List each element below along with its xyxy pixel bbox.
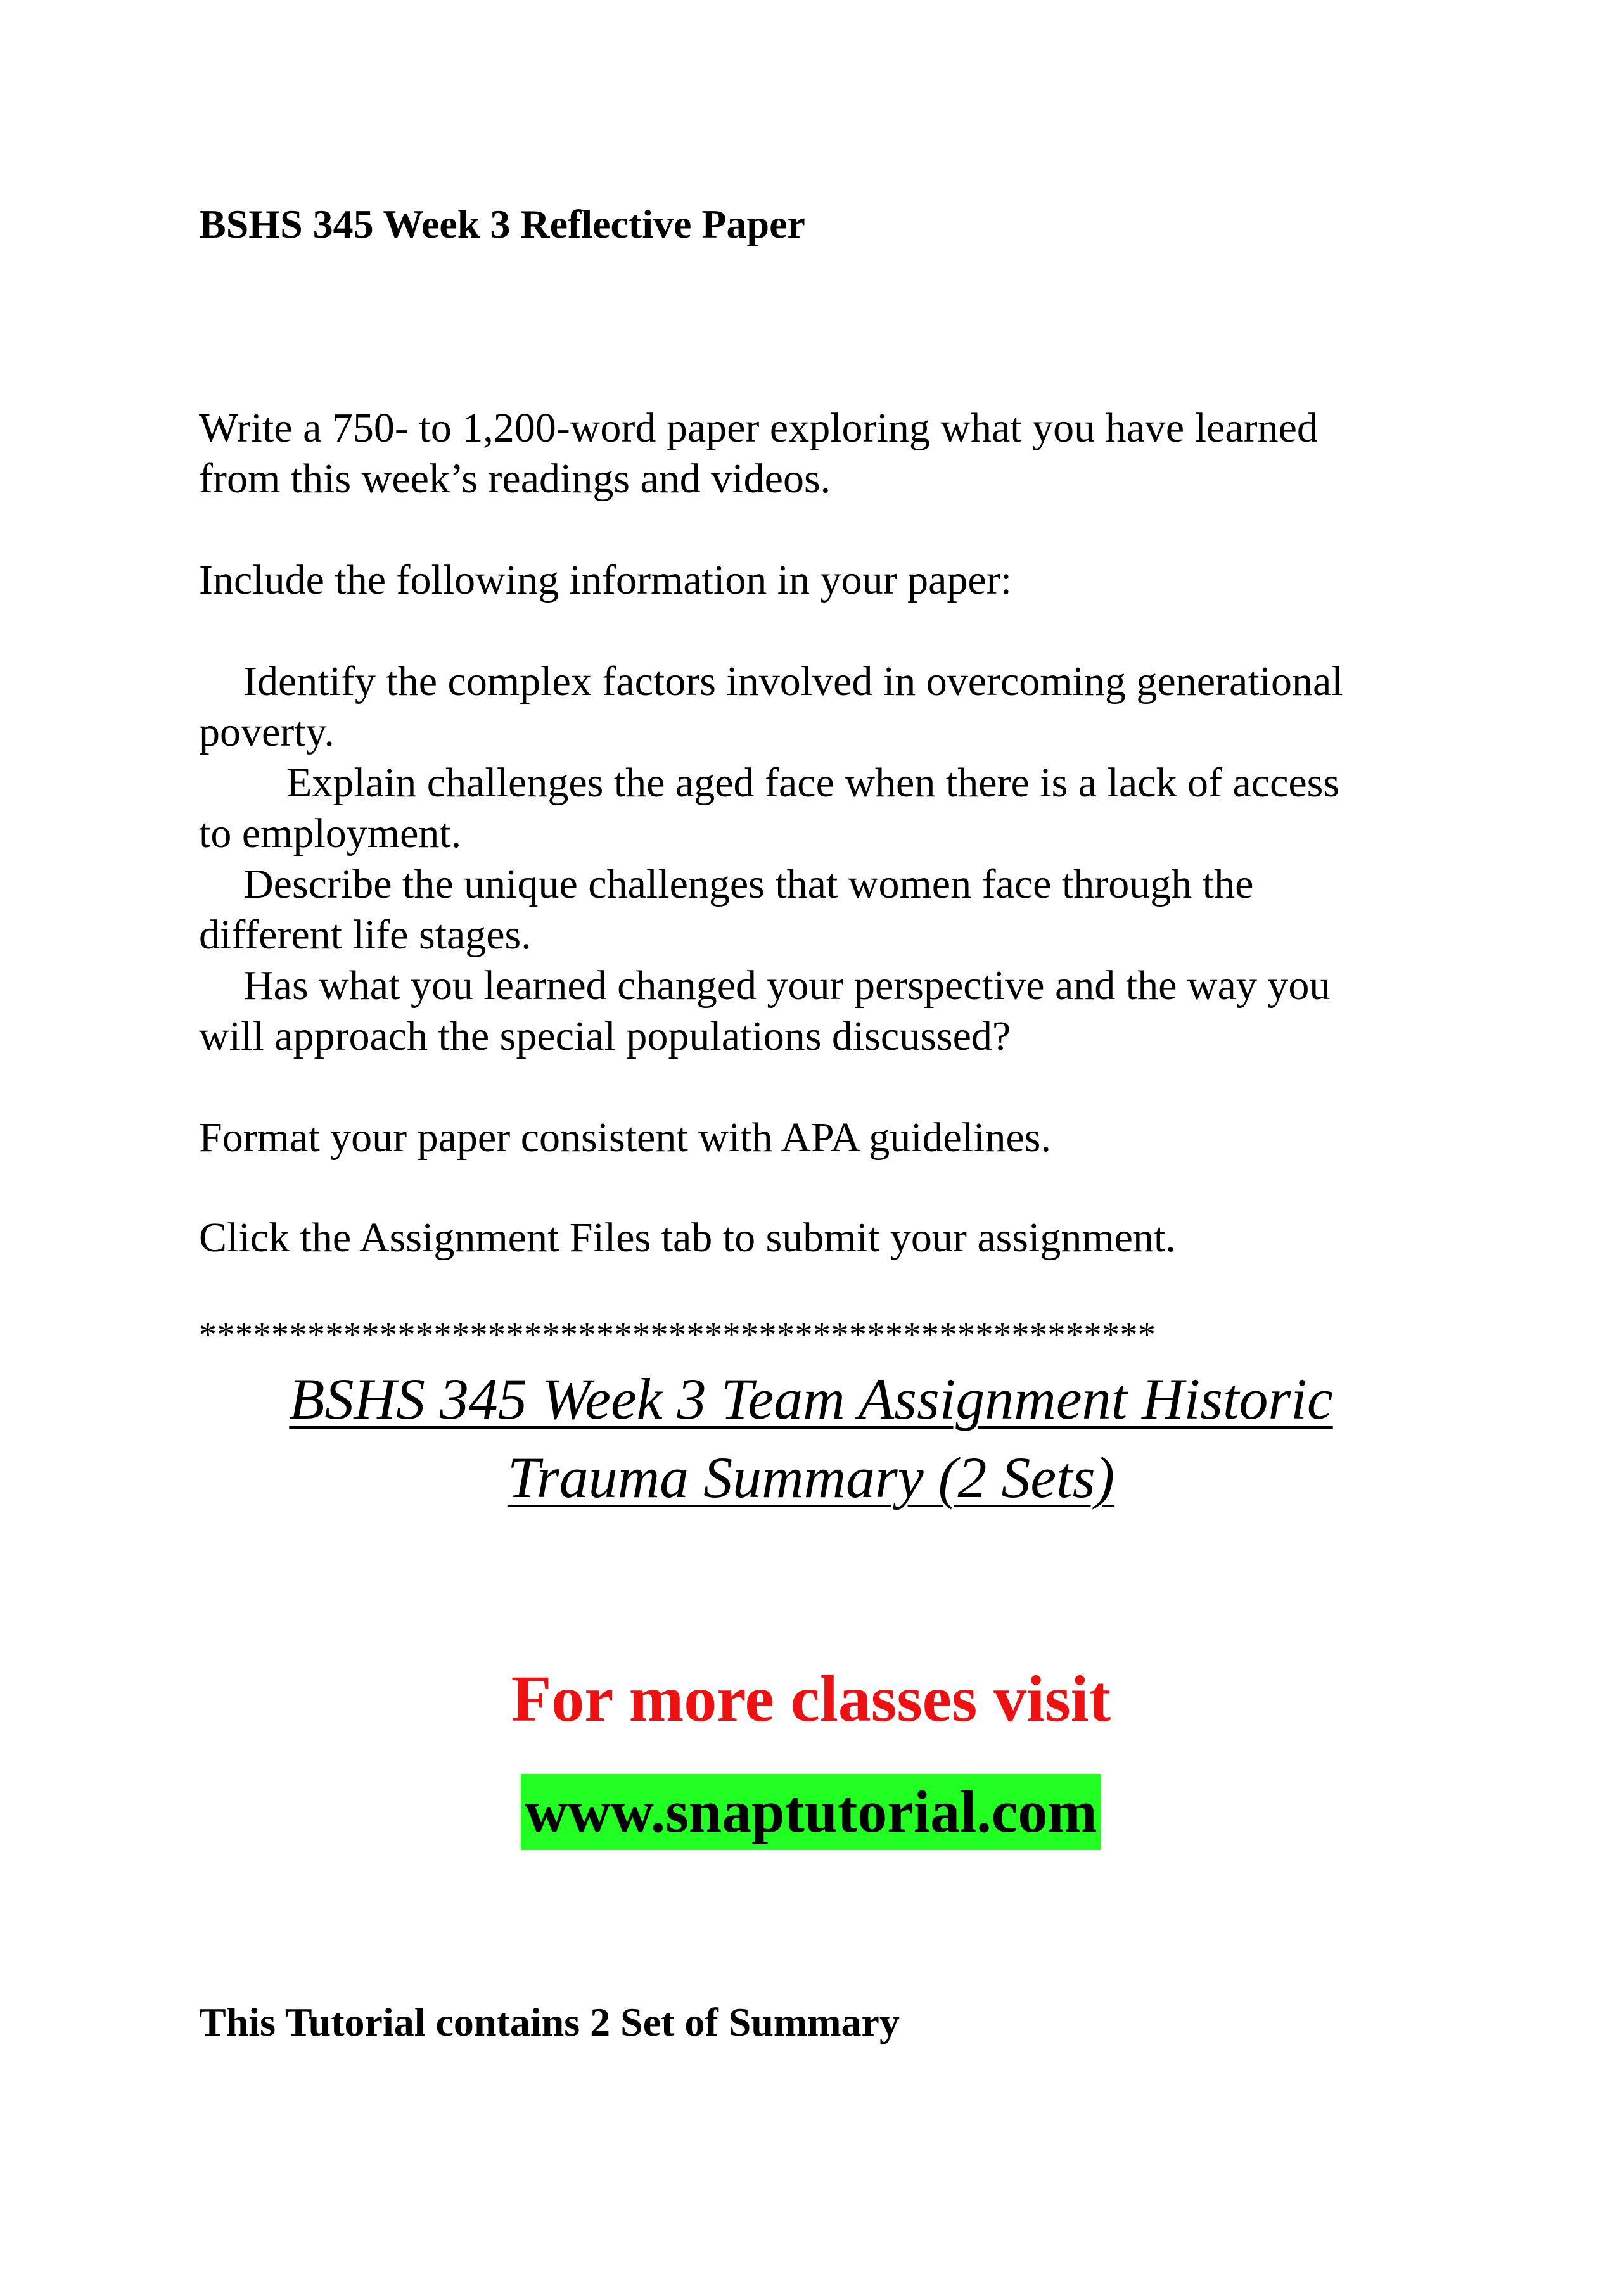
item-3-line-2: different life stages. [199,912,532,958]
item-2-line-1: Explain challenges the aged face when there is a lack of access [286,760,1340,806]
submit-line: Click the Assignment Files tab to submit your assignment. [199,1215,1176,1261]
tutorial-note: This Tutorial contains 2 Set of Summary [199,1999,900,2044]
promo-link[interactable]: www.snaptutorial.com [521,1774,1101,1850]
item-1-line-2: poverty. [199,709,335,755]
format-line: Format your paper consistent with APA guidelines. [199,1114,1051,1161]
separator-line: ***************************************************** [199,1315,1156,1355]
promo-link-container [0,1774,1622,1850]
item-1-line-1: Identify the complex factors involved in overcoming generational [243,658,1343,705]
assignment-title-line-1: BSHS 345 Week 3 Team Assignment Historic [289,1367,1333,1431]
promo-title: For more classes visit [511,1662,1111,1735]
item-2-line-2: to employment. [199,810,462,857]
intro-line-2: from this week’s readings and videos. [199,456,831,502]
item-3-line-1: Describe the unique challenges that women face through the [243,861,1254,907]
intro-line-1: Write a 750- to 1,200-word paper exploring what you have learned [199,405,1318,451]
include-line: Include the following information in your paper: [199,557,1012,603]
document-heading: BSHS 345 Week 3 Reflective Paper [199,201,805,246]
item-4-line-1: Has what you learned changed your perspective and the way you [243,962,1331,1009]
item-4-line-2: will approach the special populations discussed? [199,1013,1011,1059]
assignment-title-line-2: Trauma Summary (2 Sets) [507,1445,1115,1510]
